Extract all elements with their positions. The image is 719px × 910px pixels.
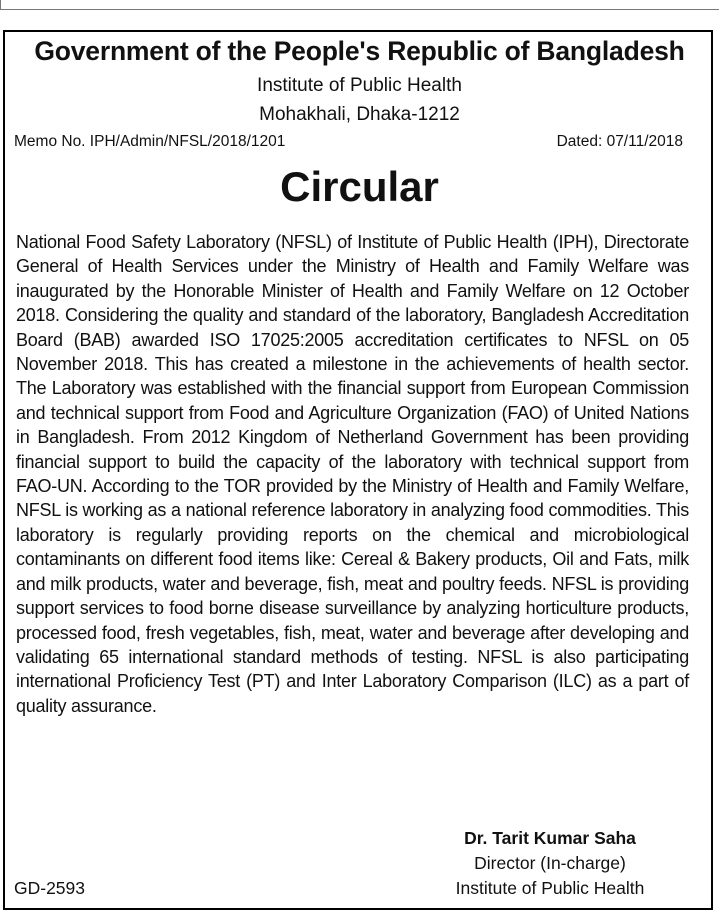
memo-number: Memo No. IPH/Admin/NFSL/2018/1201 [14, 133, 286, 150]
institute-address: Mohakhali, Dhaka-1212 [259, 104, 460, 125]
gd-code: GD-2593 [14, 878, 86, 898]
memo-date: Dated: 07/11/2018 [556, 133, 683, 150]
government-title: Government of the People's Republic of Bangladesh [34, 36, 685, 66]
circular-title: Circular [280, 163, 439, 210]
institute-name: Institute of Public Health [257, 75, 462, 96]
signatory-name: Dr. Tarit Kumar Saha [464, 828, 636, 848]
circular-body: National Food Safety Laboratory (NFSL) of Institute of Public Health (IPH), Directorate General of Health Services under the Ministry of Health and Family Welfare was inaugurated by the Honorable Minister of Health and Family Welfare on 12 October 2018. Considering the quality and standard of the laboratory, Bangladesh Accreditation Board (BAB) awarded ISO 17025:2005 accreditation certificates to NFSL on 05 November 2018. This has created a milestone in the achievements of health sector. The Laboratory was established with the financial support from European Commission and technical support from Food and Agriculture Organization (FAO) of United Nations in Bangladesh. From 2012 Kingdom of Netherland Government has been providing financial support to build the capacity of the laboratory with technical support from FAO-UN. According to the TOR provided by the Ministry of Health and Family Welfare, NFSL is working as a national reference laboratory in analyzing food commodities. This laboratory is regularly providing reports on the chemical and microbiological contaminants on different food items like: Cereal & Bakery products, Oil and Fats, milk and milk products, water and beverage, fish, meat and poultry feeds. NFSL is providing support services to food borne disease surveillance by analyzing horticulture products, processed food, fresh vegetables, fish, meat, water and beverage after developing and validating 65 international standard methods of testing. NFSL is also participating international Proficiency Test (PT) and Inter Laboratory Comparison (ILC) as a part of quality assurance. [16, 232, 689, 716]
signatory-organization: Institute of Public Health [455, 878, 645, 898]
signatory-title: Director (In-charge) [474, 853, 626, 873]
top-divider [0, 9, 719, 10]
